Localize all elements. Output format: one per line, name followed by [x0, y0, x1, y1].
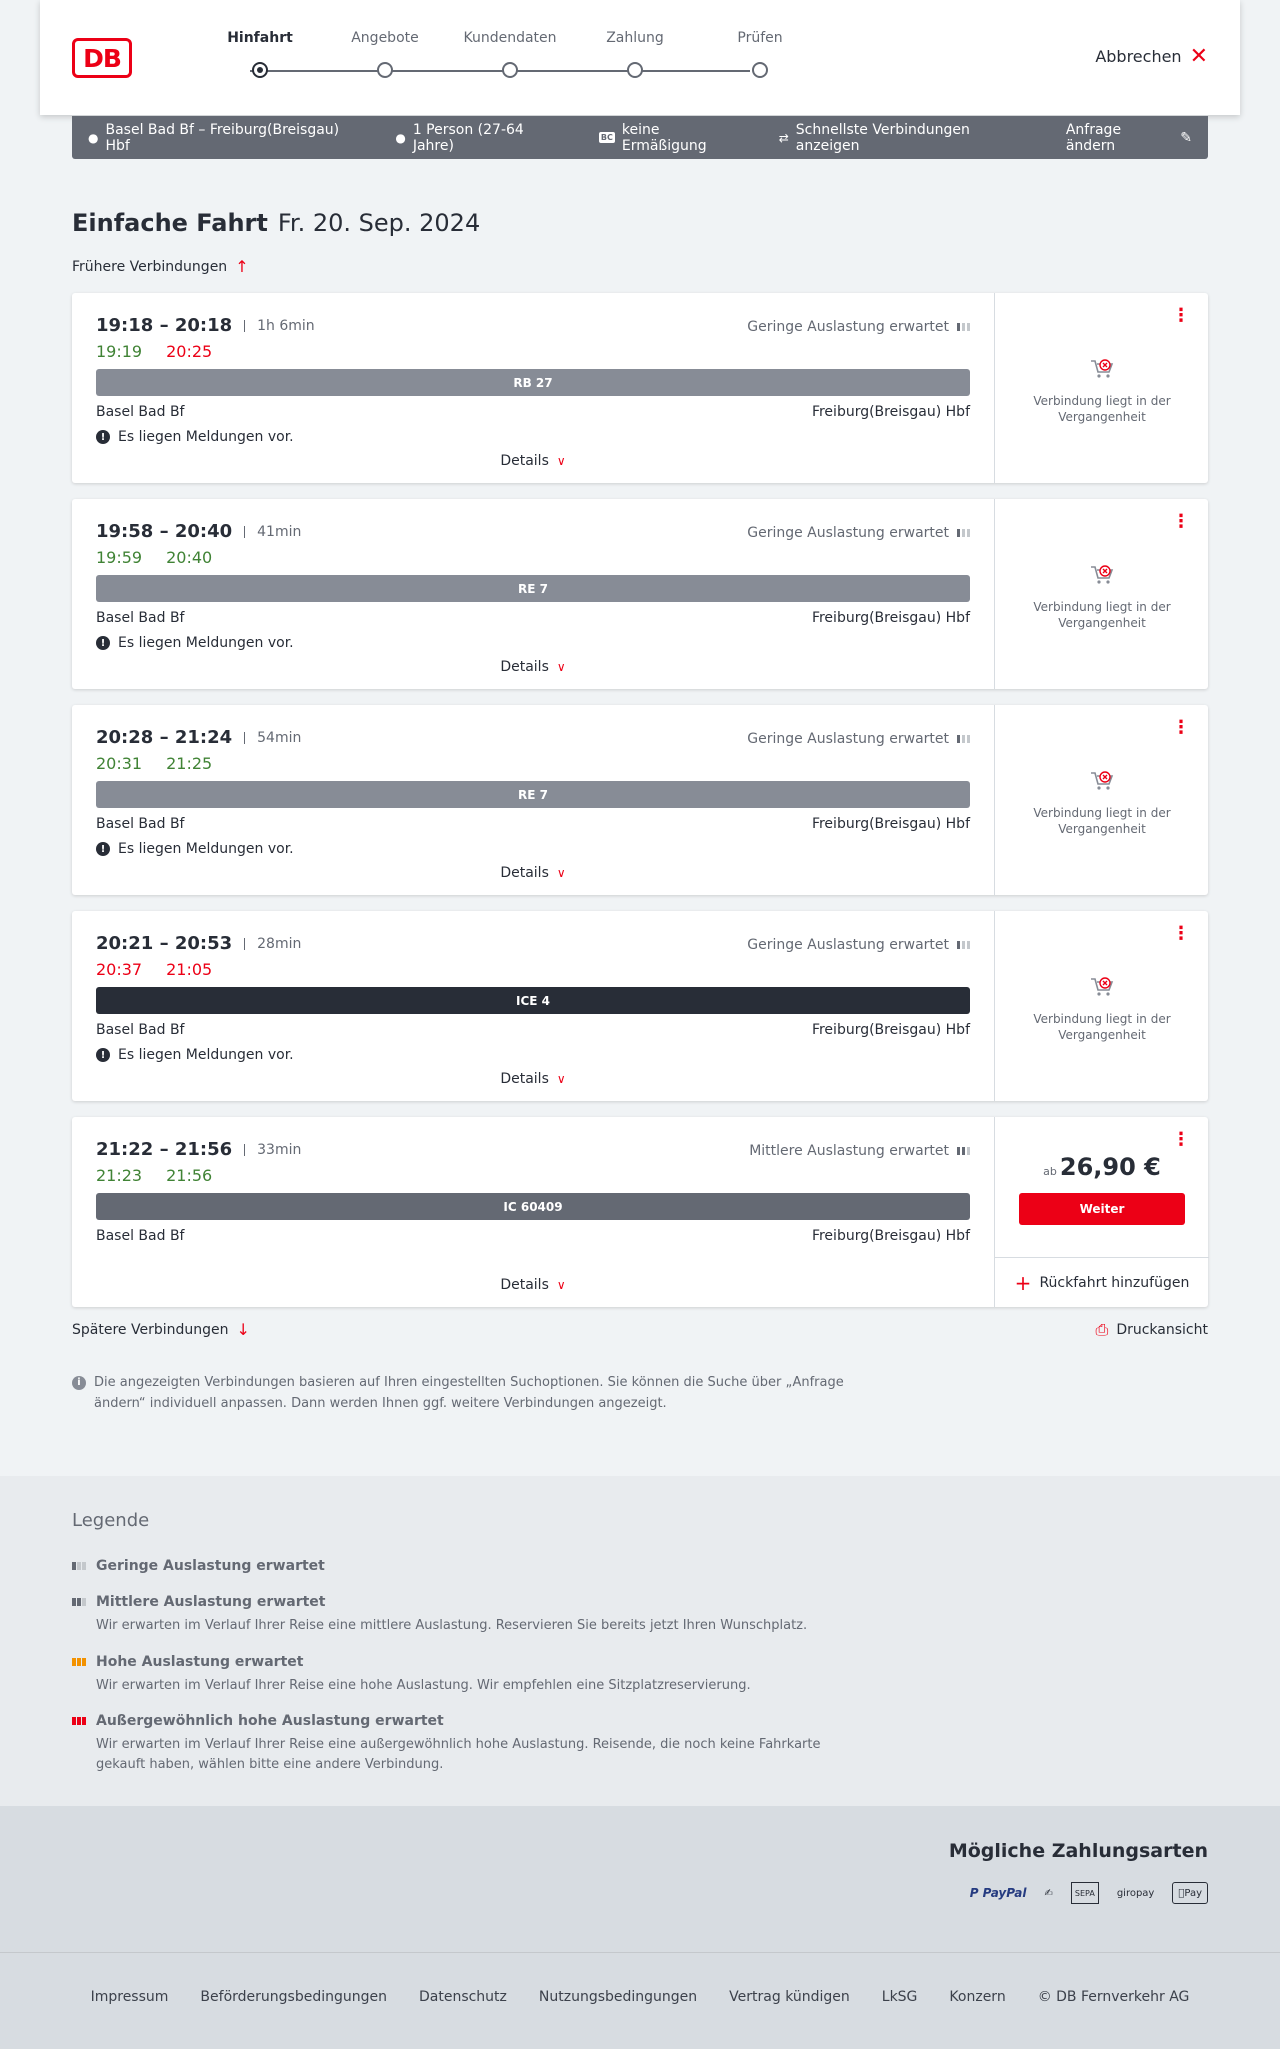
past-text: Verbindung liegt in der Vergangenheit: [1033, 806, 1171, 836]
duration: 28min: [244, 938, 301, 950]
return-label: Rückfahrt hinzufügen: [1039, 1274, 1190, 1291]
step-zahlung: [585, 30, 685, 78]
message-text: Es liegen Meldungen vor.: [118, 1047, 294, 1063]
stations: [96, 610, 970, 626]
load-text: Geringe Auslastung erwartet: [747, 731, 949, 747]
chevron-down-icon: ∨: [556, 1278, 566, 1292]
query-route-text: Basel Bad Bf – Freiburg(Breisgau) Hbf: [105, 121, 340, 154]
load-text: Geringe Auslastung erwartet: [747, 525, 949, 541]
departure-station: Basel Bad Bf: [96, 404, 185, 420]
chevron-down-icon: ∨: [556, 660, 566, 674]
cancel-label: Abbrechen: [1095, 47, 1182, 66]
stations: [96, 1228, 970, 1244]
realtime-times: [96, 960, 970, 979]
past-text: Verbindung liegt in der Vergangenheit: [1033, 600, 1171, 630]
query-fastest-text: Schnellste Verbindungen anzeigen: [795, 121, 970, 154]
legend-head: Geringe Auslastung erwartet: [96, 1558, 325, 1574]
load-text: Mittlere Auslastung erwartet: [749, 1143, 949, 1159]
connection-card: [72, 911, 1208, 1101]
db-logo[interactable]: [72, 38, 132, 78]
earlier-connections-link[interactable]: [72, 257, 249, 276]
price-prefix: ab: [1043, 1165, 1057, 1178]
chevron-down-icon: ∨: [556, 1072, 566, 1086]
payment-section: [0, 1806, 1280, 1952]
connection-card: [72, 1117, 1208, 1307]
direct-debit-icon: ✍: [1044, 1887, 1053, 1899]
footer-link[interactable]: Nutzungsbedingungen: [538, 1989, 698, 2005]
details-toggle[interactable]: [72, 1071, 994, 1087]
load-indicator: [747, 937, 970, 953]
footer-link[interactable]: Beförderungsbedingungen: [200, 1989, 387, 2005]
realtime-arrival: 20:25: [166, 342, 213, 361]
duration: 41min: [244, 526, 301, 538]
stations: [96, 404, 970, 420]
planned-times: 19:18 – 20:18: [96, 315, 233, 336]
legend-title: Legende: [72, 1510, 150, 1531]
legend-item-very-high: [72, 1713, 852, 1775]
query-bar: [72, 116, 1208, 159]
realtime-departure: 20:37: [96, 960, 143, 979]
realtime-departure: 21:23: [96, 1166, 143, 1185]
footer: [0, 1952, 1280, 2049]
plus-icon: +: [1014, 1270, 1032, 1295]
progress-steps: [210, 30, 790, 90]
load-icon: [957, 529, 970, 537]
more-options-icon[interactable]: ⋮: [1172, 717, 1190, 738]
connection-message: [96, 635, 970, 651]
pencil-icon: ✎: [1180, 129, 1192, 146]
legend-desc: Wir erwarten im Verlauf Ihrer Reise eine außergewöhnlich hohe Auslastung. Reisende, die noch keine Fahrkarte gekauft haben, wählen bitte eine andere Verbindung.: [96, 1737, 821, 1772]
later-connections-link[interactable]: [72, 1320, 250, 1339]
load-indicator: [749, 1143, 970, 1159]
details-label: Details: [500, 865, 549, 881]
info-note: [72, 1372, 852, 1414]
connection-card: [72, 705, 1208, 895]
step-hinfahrt: [210, 30, 310, 78]
message-text: Es liegen Meldungen vor.: [118, 635, 294, 651]
bahncard-icon: BC: [600, 133, 613, 142]
paypal-icon: P PayPal: [969, 1886, 1027, 1900]
details-label: Details: [500, 1071, 549, 1087]
apple-pay-text: Pay: [1184, 1887, 1202, 1899]
alert-icon: !: [96, 636, 110, 650]
giropay-icon: giropay: [1116, 1887, 1155, 1899]
load-very-high-icon: [72, 1717, 88, 1725]
duration: 1h 6min: [244, 320, 315, 332]
planned-times: 19:58 – 20:40: [96, 521, 233, 542]
load-low-icon: [72, 1562, 88, 1570]
arrival-station: Freiburg(Breisgau) Hbf: [811, 610, 970, 626]
step-label: Hinfahrt: [227, 30, 293, 46]
realtime-arrival: 21:25: [166, 754, 213, 773]
payment-title: Mögliche Zahlungsarten: [948, 1840, 1208, 1862]
details-label: Details: [500, 1277, 549, 1293]
continue-button[interactable]: Weiter: [1019, 1193, 1185, 1225]
past-connection-note: [995, 355, 1209, 425]
realtime-departure: 19:59: [96, 548, 143, 567]
planned-times: 20:21 – 20:53: [96, 933, 233, 954]
footer-link[interactable]: © DB Fernverkehr AG: [1037, 1989, 1190, 2005]
realtime-times: [96, 548, 970, 567]
realtime-arrival: 21:05: [166, 960, 213, 979]
connection-offer: [994, 499, 1208, 689]
step-dot: [252, 62, 268, 78]
details-toggle[interactable]: [72, 453, 994, 469]
later-label: Spätere Verbindungen: [72, 1321, 229, 1338]
duration: 54min: [244, 732, 301, 744]
footer-link[interactable]: Impressum: [90, 1989, 169, 2005]
cart-unavailable-icon: [1088, 767, 1116, 795]
departure-station: Basel Bad Bf: [96, 610, 185, 626]
load-high-icon: [72, 1658, 88, 1666]
print-label: Druckansicht: [1116, 1322, 1208, 1338]
realtime-arrival: 20:40: [166, 548, 213, 567]
train-bar[interactable]: RB 27: [96, 369, 970, 396]
connection-offer: [994, 1117, 1208, 1307]
connection-card: [72, 293, 1208, 483]
info-icon: i: [72, 1376, 86, 1390]
connection-message: [96, 1047, 970, 1063]
arrival-station: Freiburg(Breisgau) Hbf: [811, 404, 970, 420]
duration: 33min: [244, 1144, 301, 1156]
legend-section: [0, 1476, 1280, 1806]
chevron-down-icon: ∨: [556, 866, 566, 880]
cart-unavailable-icon: [1088, 355, 1116, 383]
step-angebote: [335, 30, 435, 78]
swap-arrows-icon: ⇄: [778, 130, 789, 145]
connection-offer: [994, 705, 1208, 895]
footer-link[interactable]: Datenschutz: [418, 1989, 507, 2005]
planned-times: 20:28 – 21:24: [96, 727, 233, 748]
close-icon: ✕: [1189, 43, 1208, 69]
query-discount: [599, 122, 746, 154]
past-text: Verbindung liegt in der Vergangenheit: [1033, 394, 1171, 424]
load-medium-icon: [72, 1598, 88, 1606]
page-title: [72, 209, 480, 237]
more-options-icon[interactable]: ⋮: [1172, 1129, 1190, 1150]
query-fastest: [779, 122, 1033, 154]
printer-icon: ⎙: [1095, 1320, 1109, 1339]
chevron-down-icon: ∨: [556, 454, 566, 468]
title-main: Einfache Fahrt: [72, 209, 268, 237]
step-dot: [627, 62, 643, 78]
load-icon: [957, 941, 970, 949]
load-text: Geringe Auslastung erwartet: [747, 937, 949, 953]
footer-link[interactable]: LkSG: [881, 1989, 918, 2005]
print-view-link[interactable]: [1096, 1320, 1208, 1340]
legend-desc: Wir erwarten im Verlauf Ihrer Reise eine mittlere Auslastung. Reservieren Sie bereits jetzt Ihren Wunschplatz.: [96, 1618, 808, 1633]
details-toggle[interactable]: [72, 865, 994, 881]
past-connection-note: [995, 973, 1209, 1043]
connection-offer: [994, 911, 1208, 1101]
step-pruefen: [710, 30, 810, 78]
stations: [96, 1022, 970, 1038]
step-dot: [752, 62, 768, 78]
details-toggle[interactable]: [72, 1277, 994, 1293]
connection-offer: [994, 293, 1208, 483]
location-pin-icon: ●: [88, 130, 99, 145]
legend-item-high: [72, 1654, 852, 1696]
step-dot: [377, 62, 393, 78]
title-date: Fr. 20. Sep. 2024: [277, 209, 481, 237]
realtime-times: [96, 1166, 970, 1185]
departure-station: Basel Bad Bf: [96, 816, 185, 832]
departure-station: Basel Bad Bf: [96, 1022, 185, 1038]
train-bar[interactable]: IC 60409: [96, 1193, 970, 1220]
price-box: [995, 1153, 1209, 1225]
departure-station: Basel Bad Bf: [96, 1228, 185, 1244]
arrival-station: Freiburg(Breisgau) Hbf: [811, 816, 970, 832]
apple-pay-icon: [1172, 1882, 1208, 1904]
alert-icon: !: [96, 1048, 110, 1062]
header: [40, 0, 1240, 115]
step-kundendaten: [460, 30, 560, 78]
realtime-times: [96, 342, 970, 361]
step-dot: [502, 62, 518, 78]
realtime-departure: 19:19: [96, 342, 143, 361]
message-text: Es liegen Meldungen vor.: [118, 841, 294, 857]
past-connection-note: [995, 561, 1209, 631]
footer-link[interactable]: Konzern: [949, 1989, 1006, 2005]
legend-head: Außergewöhnlich hohe Auslastung erwartet: [96, 1713, 444, 1729]
load-icon: [957, 1147, 970, 1155]
payment-icons: [970, 1882, 1208, 1904]
price: 26,90 €: [1059, 1153, 1161, 1181]
connection-message: [96, 841, 970, 857]
info-text: Die angezeigten Verbindungen basieren auf Ihren eingestellten Suchoptionen. Sie können die Suche über „Anfrage ändern“ individuell anpassen. Dann werden Ihnen ggf. weitere Verbindungen angezeigt.: [94, 1375, 844, 1411]
legend-item-medium: [72, 1594, 852, 1636]
arrival-station: Freiburg(Breisgau) Hbf: [811, 1022, 970, 1038]
details-label: Details: [500, 453, 549, 469]
realtime-arrival: 21:56: [166, 1166, 213, 1185]
load-text: Geringe Auslastung erwartet: [747, 319, 949, 335]
connection-card: [72, 499, 1208, 689]
cart-unavailable-icon: [1088, 973, 1116, 1001]
step-label: Zahlung: [606, 30, 664, 46]
logo-text: DB: [83, 43, 121, 73]
query-travellers-text: 1 Person (27-64 Jahre): [412, 121, 524, 154]
more-options-icon[interactable]: ⋮: [1172, 923, 1190, 944]
more-options-icon[interactable]: ⋮: [1172, 511, 1190, 532]
realtime-departure: 20:31: [96, 754, 143, 773]
earlier-label: Frühere Verbindungen: [72, 258, 228, 275]
more-options-icon[interactable]: ⋮: [1172, 305, 1190, 326]
step-label: Angebote: [351, 30, 419, 46]
arrow-down-icon: ↓: [236, 1320, 250, 1339]
sepa-icon: SEPA: [1071, 1882, 1099, 1904]
load-indicator: [747, 319, 970, 335]
footer-link[interactable]: Vertrag kündigen: [729, 1989, 850, 2005]
message-text: Es liegen Meldungen vor.: [118, 429, 294, 445]
train-bar[interactable]: ICE 4: [96, 987, 970, 1014]
past-text: Verbindung liegt in der Vergangenheit: [1033, 1012, 1171, 1042]
legend-head: Mittlere Auslastung erwartet: [96, 1594, 326, 1610]
stations: [96, 816, 970, 832]
train-bar[interactable]: RE 7: [96, 575, 970, 602]
alert-icon: !: [96, 842, 110, 856]
load-icon: [957, 735, 970, 743]
query-discount-text: keine Ermäßigung: [621, 121, 707, 154]
load-icon: [957, 323, 970, 331]
legend-item-low: [72, 1558, 852, 1574]
add-return-button[interactable]: [995, 1257, 1209, 1307]
arrow-up-icon: ↑: [235, 257, 249, 276]
step-label: Kundendaten: [463, 30, 557, 46]
legend-desc: Wir erwarten im Verlauf Ihrer Reise eine hohe Auslastung. Wir empfehlen eine Sitzplatzreservierung.: [96, 1678, 751, 1693]
load-indicator: [747, 731, 970, 747]
change-query-label: Anfrage ändern: [1065, 121, 1122, 154]
planned-times: 21:22 – 21:56: [96, 1139, 233, 1160]
train-bar[interactable]: RE 7: [96, 781, 970, 808]
arrival-station: Freiburg(Breisgau) Hbf: [811, 1228, 970, 1244]
details-toggle[interactable]: [72, 659, 994, 675]
change-query-button[interactable]: [1066, 122, 1192, 154]
step-label: Prüfen: [737, 30, 783, 46]
load-indicator: [747, 525, 970, 541]
query-route: [88, 122, 362, 154]
cart-unavailable-icon: [1088, 561, 1116, 589]
legend-head: Hohe Auslastung erwartet: [96, 1654, 304, 1670]
past-connection-note: [995, 767, 1209, 837]
details-label: Details: [500, 659, 549, 675]
alert-icon: !: [96, 430, 110, 444]
cancel-button[interactable]: [1095, 43, 1208, 69]
person-icon: ●: [395, 130, 406, 145]
connection-message: [96, 429, 970, 445]
query-travellers: [395, 122, 566, 154]
realtime-times: [96, 754, 970, 773]
footer-links: [0, 1989, 1280, 2005]
